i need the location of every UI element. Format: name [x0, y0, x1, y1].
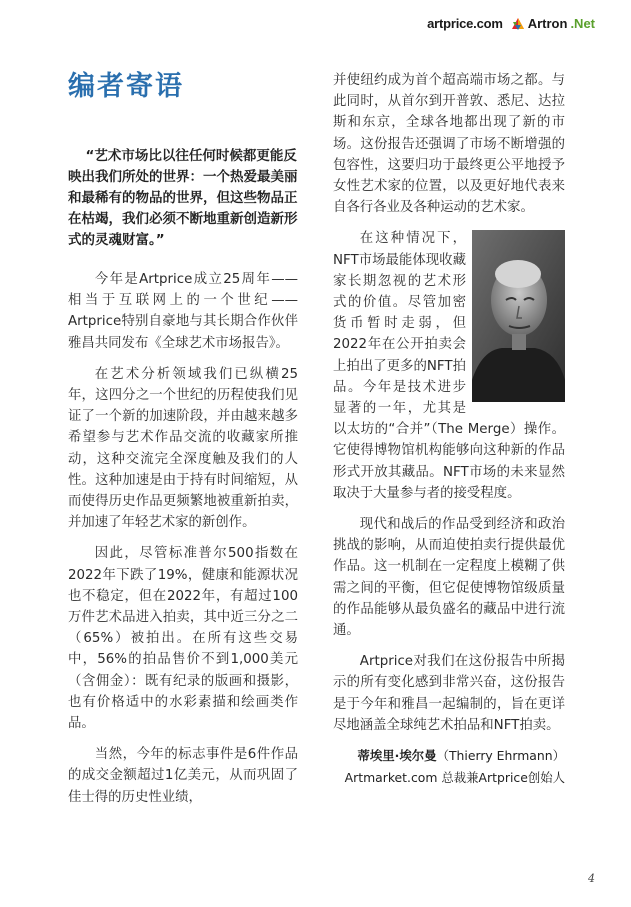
signature-name	[333, 746, 565, 764]
signature-role: Artmarket.com 总裁兼Artprice创始人	[344, 770, 565, 786]
paragraph-record-sales: 当然，今年的标志事件是6件作品的成交金额超过1亿美元，从而巩固了佳士得的历史性业绩，	[68, 747, 298, 805]
artron-mark-icon	[511, 17, 525, 31]
author-portrait	[472, 230, 565, 402]
page-number: 4	[588, 872, 595, 885]
artprice-logo: artprice.com	[427, 16, 503, 31]
paragraph-nft: 在这种情况下，NFT市场最能体现收藏家长期忽视的艺术形式的价值。尽管加密货币暂时走弱，但2022年在公开拍卖会上拍出了更多的NFT拍品。今年是技术进步显著的一年，尤其是以太坊的“合并”（The Merge）操作。它使得博物馆机构能够向这种新的作品形式开放其藏品。NFT市场的未来显然取决于大量参与者的接受程度。	[333, 231, 565, 501]
paragraph-acceleration: 在艺术分析领域我们已纵横25年，这四分之一个世纪的历程使我们见证了一个新的加速阶段，并由越来越多希望参与艺术作品交流的收藏家所推动，这种交流完全深度触及我们的人性。这种加速是由于持有时间缩短，从而使得历史作品更频繁地被重新拍卖，并加速了年轻艺术家的新创作。	[68, 366, 298, 531]
right-column	[333, 70, 565, 786]
editor-quote: “艺术市场比以往任何时候都更能反映出我们所处的世界：一个热爱最美丽和最稀有的物品的世界，但这些物品正在枯竭，我们必须不断地重新创造新形式的灵魂财富。”	[68, 148, 298, 248]
paragraph-market-stats: 因此，尽管标准普尔500指数在2022年下跌了19%，健康和能源状况也不稳定，但在2022年，有超过100万件艺术品进入拍卖，其中近三分之二（65%）被拍出。在所有这些交易中，56%的拍品售价不到1,000美元（含佣金）：既有纪录的版画和摄影，也有价格适中的水彩素描和绘画类作品。	[68, 546, 298, 732]
page-title: 编者寄语	[68, 71, 184, 102]
portrait-container	[472, 230, 565, 402]
artron-logo-main: Artron	[527, 16, 568, 31]
paragraph-closing: Artprice对我们在这份报告中所揭示的所有变化感到非常兴奋，这份报告是于今年和雅昌一起编制的，旨在更详尽地涵盖全球纯艺术拍品和NFT拍卖。	[333, 654, 565, 733]
artron-logo	[511, 16, 595, 31]
paragraph-new-markets: 并使纽约成为首个超高端市场之都。与此同时，从首尔到开普敦、悉尼、达拉斯和东京，全球各地都出现了新的市场。这份报告还强调了市场不断增强的包容性，这要归功于最终更公平地授予女性艺术家的位置，以及更好地代表来自各行各业及各种运动的艺术家。	[333, 73, 565, 216]
paragraph-anniversary: 今年是Artprice成立25周年——相当于互联网上的一个世纪——Artprice特别自豪地与其长期合作伙伴雅昌共同发布《全球艺术市场报告》。	[68, 272, 298, 351]
signature-name-en: （Thierry Ehrmann）	[436, 748, 565, 764]
header-logos	[427, 16, 595, 31]
artron-logo-net: .Net	[570, 16, 595, 31]
signature-name-cn: 蒂埃里·埃尔曼	[357, 748, 437, 764]
paragraph-modern-postwar: 现代和战后的作品受到经济和政治挑战的影响，从而迫使拍卖行提供最优作品。这一机制在一定程度上模糊了供需之间的平衡，但它促使博物馆级质量的作品能够从最负盛名的藏品中进行流通。	[333, 517, 565, 639]
left-column	[68, 146, 298, 818]
